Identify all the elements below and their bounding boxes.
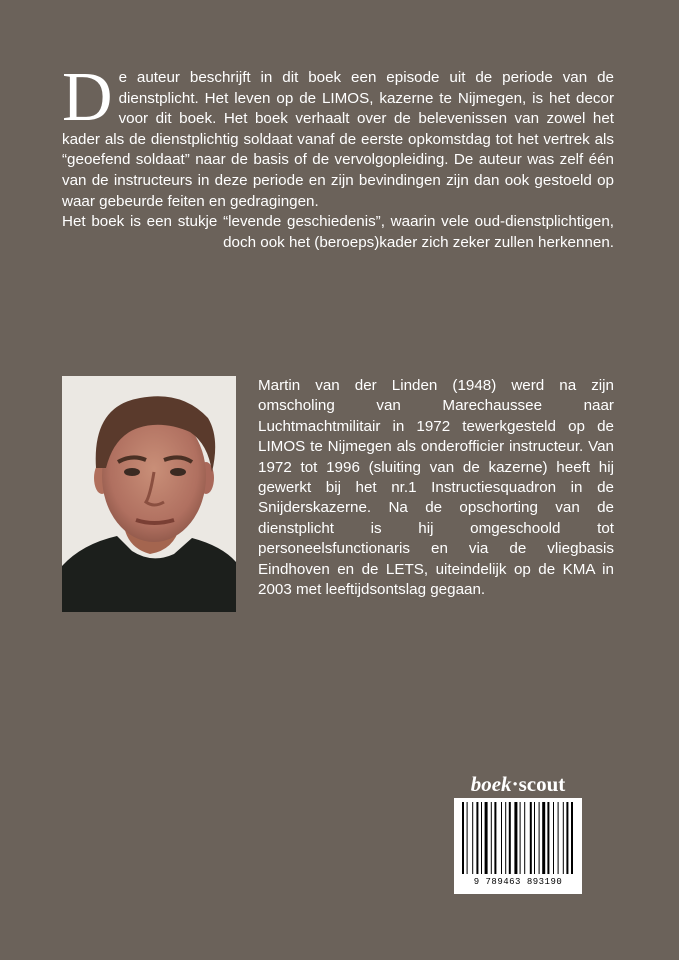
barcode-bar xyxy=(509,802,511,874)
barcode-bar xyxy=(491,802,492,874)
barcode-bar xyxy=(534,802,535,874)
barcode-bar xyxy=(553,802,554,874)
barcode xyxy=(454,798,582,894)
barcode-bar xyxy=(563,802,564,874)
barcode-bar xyxy=(467,802,468,874)
isbn-number: 9 789463 893190 xyxy=(473,877,563,887)
blurb-paragraph-1-text: e auteur beschrijft in dit boek een episode uit de periode van de dienstplicht. Het leven op de LIMOS, kazerne te Nijmegen, is het decor voor dit boek. Het boek verhaalt over de belevenissen van zowel het kader als de dienstplichtig soldaat vanaf de eerste opkomstdag tot het vertrek als “geoefend soldaat” naar de basis of de vervolgopleiding. De auteur was zelf één van de instructeurs in deze periode en zijn bevindingen zijn dan ook gestoeld op waar gebeurde feiten en gedragingen. xyxy=(62,69,614,210)
blurb-paragraph-1 xyxy=(62,59,614,212)
barcode-bar xyxy=(530,802,532,874)
barcode-bar xyxy=(501,802,502,874)
barcode-bar xyxy=(481,802,482,874)
barcode-bar xyxy=(462,802,464,874)
barcode-bar xyxy=(514,802,517,874)
author-portrait-illustration xyxy=(62,376,236,612)
barcode-bar xyxy=(566,802,568,874)
barcode-bar xyxy=(505,802,506,874)
barcode-bar xyxy=(547,802,549,874)
barcode-bar xyxy=(571,802,573,874)
barcode-bar xyxy=(494,802,496,874)
publisher-separator: · xyxy=(511,772,519,796)
book-blurb xyxy=(62,59,614,253)
drop-cap: D xyxy=(62,59,113,136)
author-photo xyxy=(62,376,236,612)
author-bio-text: Martin van der Linden (1948) werd na zijn omscholing van Marechaussee naar Luchtmachtmilitair in 1972 tewerkgesteld op de LIMOS te Nijmegen als onderofficier instructeur. Van 1972 tot 1996 (sluiting van de kazerne) heeft hij gewerkt bij het nr.1 Instructiesquadron in de Snijderskazerne. Na de opschorting van de dienstplicht is hij omgeschoold tot personeelsfunctionaris en via de vliegbasis Eindhoven en de LETS, uiteindelijk op de KMA in 2003 met leeftijdsontslag gegaan. xyxy=(258,377,614,599)
publisher-name-part-a: boek xyxy=(470,772,512,796)
barcode-bar xyxy=(539,802,540,874)
barcode-bar xyxy=(520,802,521,874)
author-bio xyxy=(258,376,614,600)
barcode-bar xyxy=(485,802,488,874)
barcode-bar xyxy=(558,802,559,874)
barcode-bar xyxy=(476,802,478,874)
barcode-bars xyxy=(454,798,582,878)
publisher-name-part-b: scout xyxy=(518,772,566,796)
barcode-bar xyxy=(524,802,525,874)
barcode-bar xyxy=(542,802,545,874)
barcode-bar xyxy=(472,802,473,874)
publisher-logo xyxy=(458,772,578,797)
blurb-paragraph-2: Het boek is een stukje “levende geschiedenis”, waarin vele oud-dienstplichtigen, doch ook het (beroeps)kader zich zeker zullen herkennen. xyxy=(62,213,614,251)
